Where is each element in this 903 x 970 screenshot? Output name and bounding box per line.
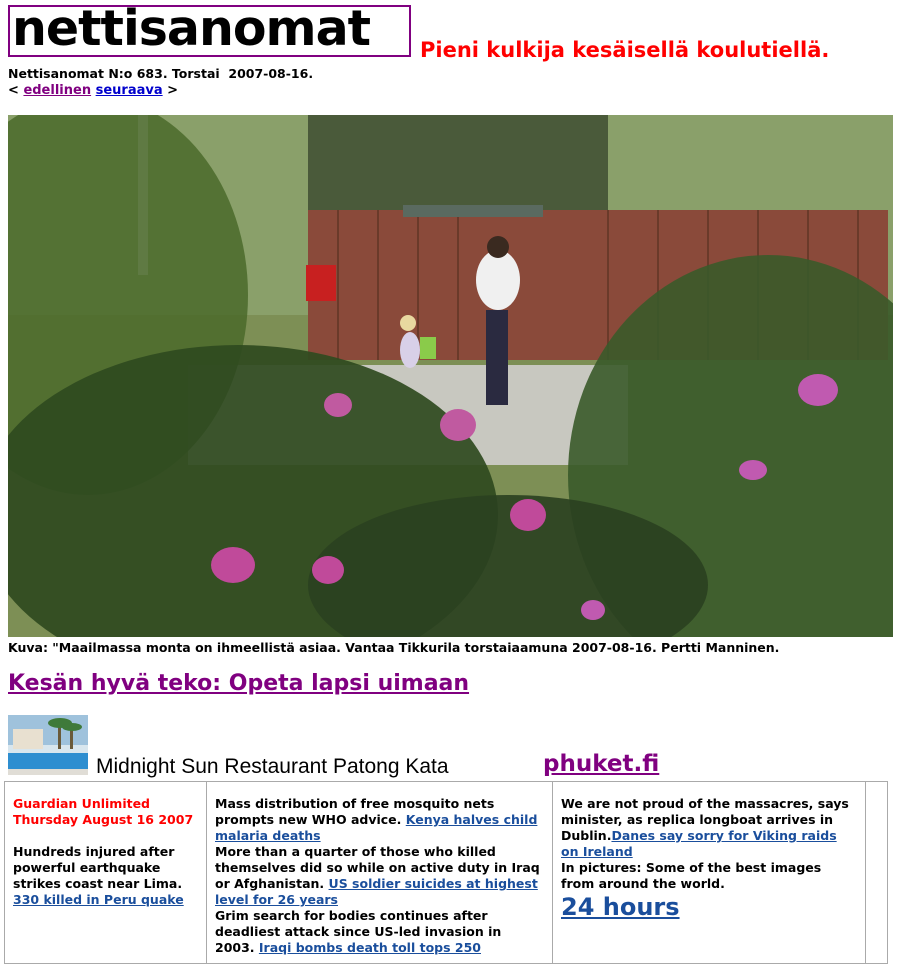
page-headline: Pieni kulkija kesäisellä koulutiellä. (420, 38, 830, 62)
article-link[interactable]: Kesän hyvä teko: Opeta lapsi uimaan (8, 671, 470, 696)
nav-open-bracket: < (8, 83, 19, 98)
news-source: Guardian Unlimited (13, 796, 151, 811)
main-photo (8, 115, 893, 637)
news-link-24-hours[interactable]: 24 hours (561, 893, 680, 921)
news-text: Hundreds injured after powerful earthquake strikes coast near Lima. (13, 844, 183, 891)
issue-navigation (8, 83, 178, 98)
ad-link[interactable]: phuket.fi (543, 751, 660, 777)
news-date: Thursday August 16 2007 (13, 812, 194, 827)
news-link[interactable]: Iraqi bombs death toll tops 250 (258, 940, 481, 955)
news-text: In pictures: Some of the best images from around the world. (561, 860, 822, 891)
photo-illustration (8, 115, 893, 637)
ad-text: Midnight Sun Restaurant Patong Kata (96, 755, 449, 778)
pool-image (8, 715, 88, 775)
photo-caption: Kuva: "Maailmassa monta on ihmeellistä asiaa. Vantaa Tikkurila torstaiaamuna 2007-08-16. Pertti Manninen. (8, 640, 780, 655)
news-text: Mass distribution of free mosquito nets prompts new WHO advice. (215, 796, 495, 827)
news-text: More than a quarter of those who killed themselves did so while on active duty in Iraq or Afghanistan. (215, 844, 540, 891)
news-link[interactable]: US soldier suicides at highest level for 26 years (215, 876, 538, 907)
ad-thumbnail[interactable] (8, 715, 88, 775)
news-column-4 (866, 782, 887, 963)
news-column-2 (207, 782, 553, 963)
news-text: Grim search for bodies continues after deadliest attack since US-led invasion in 2003. (215, 908, 502, 955)
news-column-1 (5, 782, 207, 963)
news-link[interactable]: 330 killed in Peru quake (13, 892, 184, 907)
issue-line: Nettisanomat N:o 683. Torstai 2007-08-16. (8, 66, 314, 81)
news-link[interactable]: Kenya halves child malaria deaths (215, 812, 538, 843)
nav-close-bracket: > (167, 83, 179, 98)
site-logo[interactable]: nettisanomat (8, 5, 411, 57)
news-text: We are not proud of the massacres, says minister, as replica longboat arrives in Dublin. (561, 796, 849, 843)
previous-issue-link[interactable]: edellinen (23, 83, 92, 98)
news-link[interactable]: Danes say sorry for Viking raids on Ireland (561, 828, 837, 859)
news-table (4, 781, 888, 964)
news-column-3 (553, 782, 866, 963)
spacer (13, 828, 198, 844)
next-issue-link[interactable]: seuraava (95, 83, 163, 98)
